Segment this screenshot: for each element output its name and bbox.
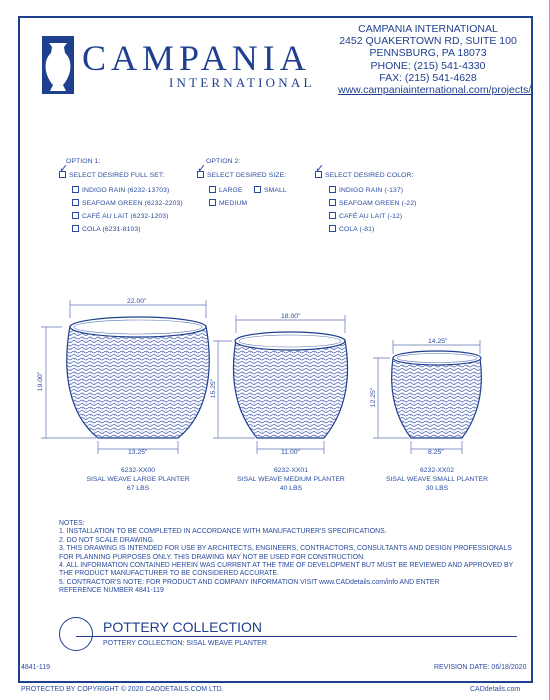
- copyright-text: PROTECTED BY COPYRIGHT © 2020 CADDETAILS.COM LTD.: [21, 686, 224, 693]
- revision-date: REVISION DATE: 06/18/2020: [434, 664, 527, 671]
- option-1-item[interactable]: [72, 186, 169, 195]
- option-2-label: OPTION 2:: [206, 158, 241, 165]
- checkbox-icon: [329, 212, 336, 219]
- checkbox-checked-icon: [197, 171, 204, 178]
- reference-number: 4841-119: [21, 664, 51, 671]
- small-planter-caption: [365, 467, 509, 493]
- color-label: SEAFOAM GREEN (-22): [339, 200, 417, 207]
- title-heading: POTTERY COLLECTION: [103, 619, 262, 635]
- checkbox-icon: [72, 186, 79, 193]
- item-label: COLA (6231-8103): [82, 226, 141, 233]
- small-width-label: 14.25": [428, 338, 448, 345]
- note-line: 3. THIS DRAWING IS INTENDED FOR USE BY ARCHITECTS, ENGINEERS, CONTRACTORS, CONSULTANTS AND DESIGN PROFESSIONALS: [59, 545, 512, 553]
- color-option[interactable]: [329, 199, 416, 208]
- logo-subtitle: INTERNATIONAL: [169, 75, 315, 90]
- checkbox-icon: [254, 186, 261, 193]
- company-address: [338, 23, 532, 97]
- medium-planter-caption: [221, 467, 361, 493]
- color-label: COLA (-81): [339, 226, 375, 233]
- option-1-item[interactable]: [72, 212, 169, 221]
- notes-block: [59, 520, 513, 596]
- large-planter-caption: [68, 467, 208, 493]
- item-label: SEAFOAM GREEN (6232-2203): [82, 200, 183, 207]
- address-line: FAX: (215) 541-4628: [379, 71, 477, 84]
- color-label: INDIGO RAIN (-137): [339, 187, 404, 194]
- planter-code: 6232-XX00: [120, 467, 155, 474]
- title-divider: [76, 636, 517, 637]
- planter-weight: 40 LBS: [279, 484, 303, 492]
- medium-width-label: 18.00": [281, 313, 301, 320]
- medium-height-label: 15.25": [210, 378, 218, 399]
- note-line: 1. INSTALLATION TO BE COMPLETED IN ACCORDANCE WITH MANUFACTURER'S SPECIFICATIONS.: [59, 528, 387, 536]
- note-line: 2. DO NOT SCALE DRAWING.: [59, 536, 155, 544]
- color-option[interactable]: [329, 225, 374, 234]
- planter-name: SISAL WEAVE MEDIUM PLANTER: [237, 475, 345, 483]
- option-1-label: OPTION 1:: [66, 158, 101, 165]
- checkbox-icon: [72, 225, 79, 232]
- size-option[interactable]: [209, 186, 243, 195]
- size-label: SMALL: [264, 187, 287, 194]
- large-base-label: 13.25": [128, 449, 148, 456]
- option-1-item[interactable]: [72, 199, 183, 208]
- checkbox-icon: [209, 186, 216, 193]
- address-line: CAMPANIA INTERNATIONAL: [358, 23, 498, 35]
- checkbox-icon: [72, 212, 79, 219]
- item-label: CAFÉ AU LAIT (6232-1203): [82, 213, 169, 220]
- address-line: PENNSBURG, PA 18073: [369, 47, 487, 60]
- planter-code: 6232-XX01: [273, 467, 308, 474]
- note-line: REFERENCE NUMBER 4841-119: [59, 587, 164, 595]
- address-line: 2452 QUAKERTOWN RD, SUITE 100: [339, 35, 517, 48]
- checkbox-icon: [72, 199, 79, 206]
- planter-name: SISAL WEAVE SMALL PLANTER: [385, 475, 489, 483]
- checkbox-icon: [209, 199, 216, 206]
- size-label: LARGE: [219, 187, 243, 194]
- note-line: 4. ALL INFORMATION CONTAINED HEREIN WAS CURRENT AT THE TIME OF DEVELOPMENT BUT MUST BE REVIEWED AND APPROVED BY: [59, 562, 514, 570]
- urn-logo-icon: [39, 35, 77, 95]
- color-label: CAFÉ AU LAIT (-12): [339, 213, 403, 220]
- planter-weight: 30 LBS: [425, 484, 449, 492]
- color-option[interactable]: [329, 186, 403, 195]
- option-2-select[interactable]: [197, 171, 286, 180]
- checkbox-icon: [329, 186, 336, 193]
- planter-weight: 67 LBS: [126, 484, 150, 492]
- logo-wordmark: CAMPANIA: [82, 38, 311, 78]
- medium-base-label: 11.00": [281, 449, 300, 456]
- item-label: INDIGO RAIN (6232-13703): [82, 187, 170, 194]
- size-label: MEDIUM: [219, 200, 248, 207]
- size-option[interactable]: [209, 199, 247, 208]
- checkbox-checked-icon: [59, 171, 66, 178]
- checkbox-icon: [329, 199, 336, 206]
- note-line: FOR PLANNING PURPOSES ONLY. THIS DRAWING MAY NOT BE USED FOR CONSTRUCTION.: [59, 553, 366, 561]
- title-circle-icon: [59, 617, 93, 651]
- large-height-label: 19.00": [37, 371, 45, 392]
- option-1-item[interactable]: [72, 225, 141, 234]
- address-line: PHONE: (215) 541-4330: [370, 59, 486, 72]
- site-link[interactable]: CADdetails.com: [470, 686, 521, 693]
- notes-title: NOTES:: [59, 520, 85, 527]
- note-line: THE PRODUCT MANUFACTURER TO BE CONSIDERED ACCURATE.: [59, 570, 280, 578]
- large-width-label: 22.00": [127, 298, 147, 305]
- color-select-label: SELECT DESIRED COLOR:: [325, 172, 414, 179]
- address-line[interactable]: www.campaniainternational.com/projects/: [338, 84, 532, 97]
- option-2-select-label: SELECT DESIRED SIZE:: [207, 172, 287, 179]
- small-base-label: 8.25": [428, 449, 444, 456]
- color-select[interactable]: [315, 171, 413, 180]
- planter-code: 6232-XX02: [419, 467, 454, 474]
- title-subheading: POTTERY COLLECTION: SISAL WEAVE PLANTER: [103, 640, 267, 647]
- checkbox-checked-icon: [315, 171, 322, 178]
- size-option[interactable]: [254, 186, 287, 195]
- small-height-label: 12.25": [370, 387, 378, 408]
- planter-name: SISAL WEAVE LARGE PLANTER: [86, 475, 190, 483]
- checkbox-icon: [329, 225, 336, 232]
- option-1-select-label: SELECT DESIRED FULL SET:: [69, 172, 165, 179]
- option-1-select[interactable]: [59, 171, 164, 180]
- color-option[interactable]: [329, 212, 402, 221]
- note-line: 5. CONTRACTOR'S NOTE: FOR PRODUCT AND COMPANY INFORMATION VISIT www.CADdetails.com/info AND ENTER: [59, 578, 440, 586]
